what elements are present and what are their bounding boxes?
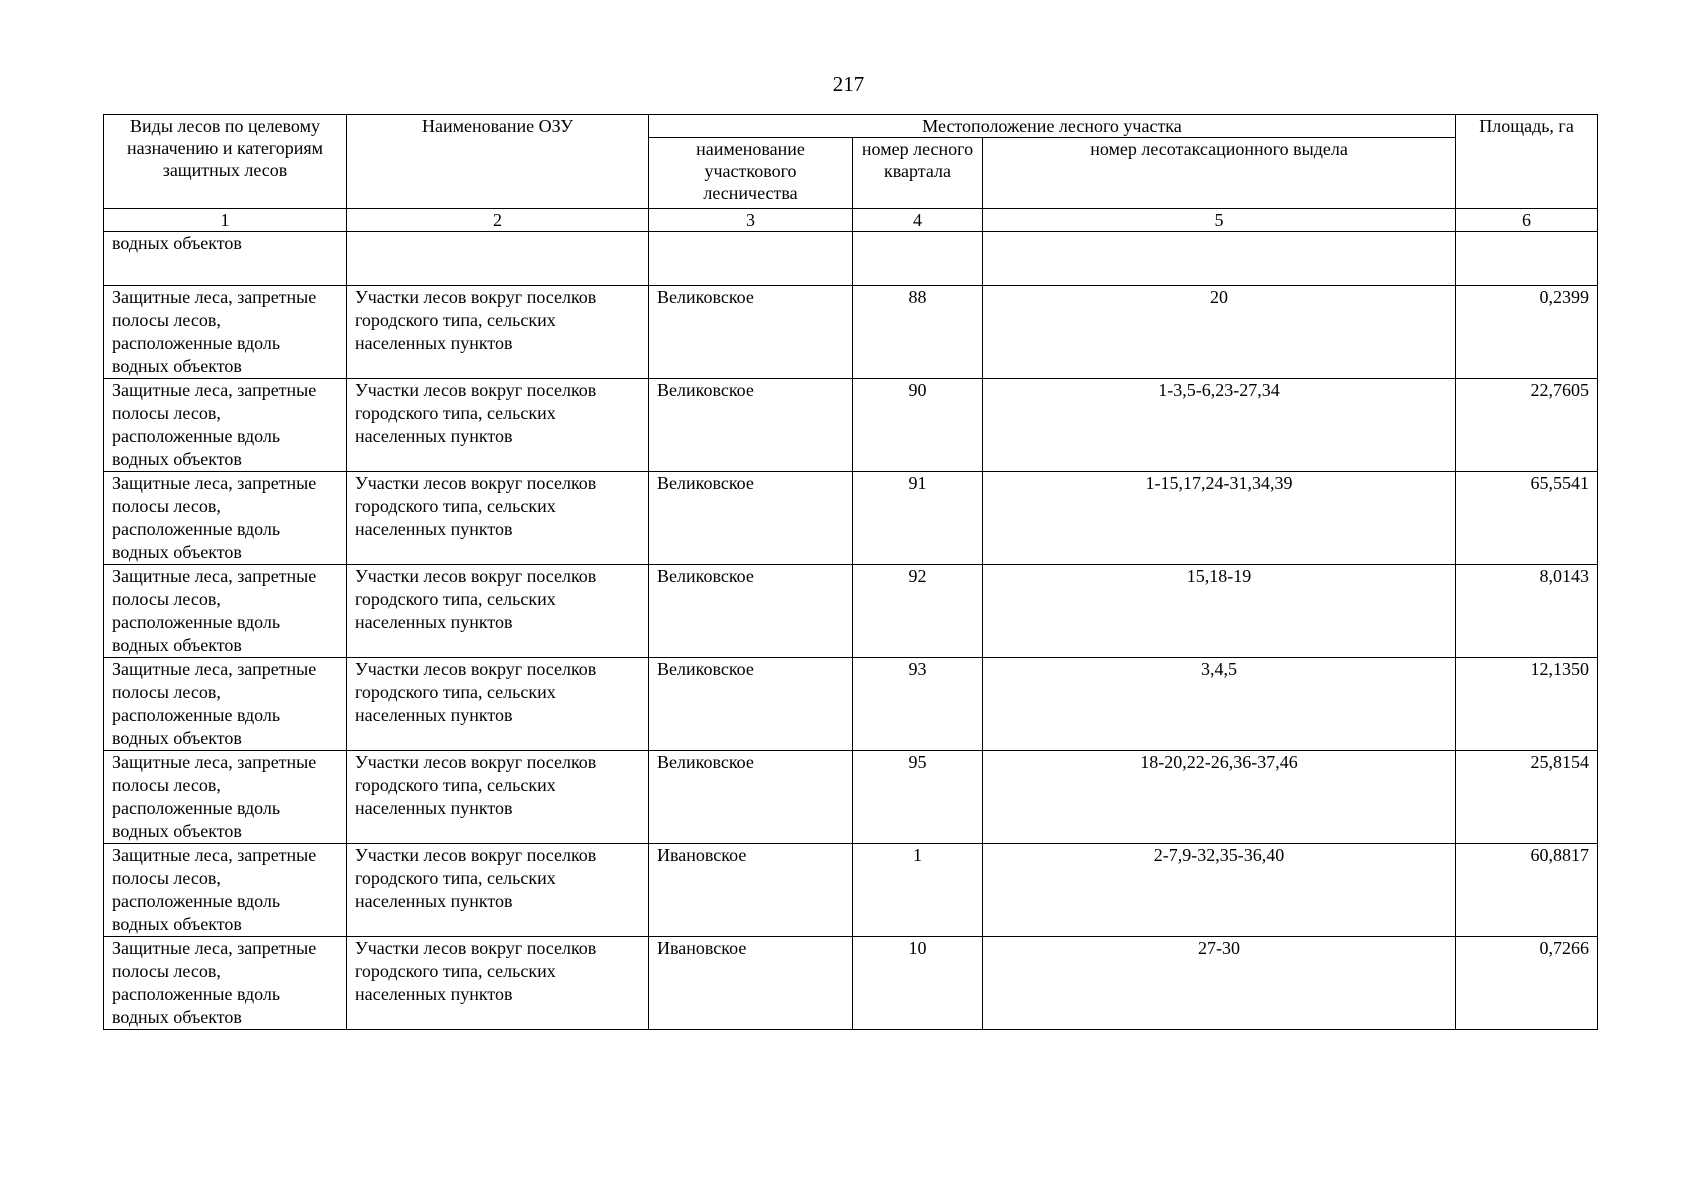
cell-plots: 1-3,5-6,23-27,34 — [983, 379, 1456, 472]
cell-plots: 15,18-19 — [983, 565, 1456, 658]
header-forest-type: Виды лесов по целевому назначению и категориям защитных лесов — [104, 115, 347, 209]
empty-cell — [983, 232, 1456, 286]
cell-forest-type: Защитные леса, запретные полосы лесов, расположенные вдоль водных объектов — [104, 844, 347, 937]
cell-forest-type: Защитные леса, запретные полосы лесов, расположенные вдоль водных объектов — [104, 379, 347, 472]
cell-ozu-name: Участки лесов вокруг поселков городского типа, сельских населенных пунктов — [347, 565, 649, 658]
forest-plots-table — [103, 114, 1598, 1030]
cell-forest-type: Защитные леса, запретные полосы лесов, расположенные вдоль водных объектов — [104, 565, 347, 658]
cell-quarter: 95 — [853, 751, 983, 844]
cell-quarter: 10 — [853, 937, 983, 1030]
cell-area: 12,1350 — [1456, 658, 1598, 751]
cell-ozu-name: Участки лесов вокруг поселков городского типа, сельских населенных пунктов — [347, 472, 649, 565]
table-row — [104, 658, 1598, 751]
cell-area: 25,8154 — [1456, 751, 1598, 844]
header-area: Площадь, га — [1456, 115, 1598, 209]
cell-forest-type: Защитные леса, запретные полосы лесов, расположенные вдоль водных объектов — [104, 937, 347, 1030]
cell-area: 22,7605 — [1456, 379, 1598, 472]
cell-ozu-name: Участки лесов вокруг поселков городского типа, сельских населенных пунктов — [347, 751, 649, 844]
cell-forestry: Ивановское — [649, 937, 853, 1030]
cell-forestry: Великовское — [649, 565, 853, 658]
table-row — [104, 937, 1598, 1030]
cell-area: 60,8817 — [1456, 844, 1598, 937]
cell-quarter: 92 — [853, 565, 983, 658]
table-row — [104, 751, 1598, 844]
cell-forest-type: Защитные леса, запретные полосы лесов, расположенные вдоль водных объектов — [104, 658, 347, 751]
empty-cell — [649, 232, 853, 286]
header-forestry: наименование участкового лесничества — [649, 138, 853, 209]
continuation-forest-type: водных объектов — [104, 232, 347, 286]
page-number: 217 — [832, 72, 865, 96]
cell-quarter: 90 — [853, 379, 983, 472]
cell-plots: 1-15,17,24-31,34,39 — [983, 472, 1456, 565]
cell-area: 0,7266 — [1456, 937, 1598, 1030]
empty-cell — [853, 232, 983, 286]
cell-quarter: 1 — [853, 844, 983, 937]
cell-forestry: Великовское — [649, 472, 853, 565]
cell-ozu-name: Участки лесов вокруг поселков городского типа, сельских населенных пунктов — [347, 658, 649, 751]
table-row — [104, 286, 1598, 379]
column-number-row — [104, 209, 1598, 232]
cell-forest-type: Защитные леса, запретные полосы лесов, расположенные вдоль водных объектов — [104, 286, 347, 379]
header-plots: номер лесотаксационного выдела — [983, 138, 1456, 209]
column-number: 2 — [347, 209, 649, 232]
cell-forest-type: Защитные леса, запретные полосы лесов, расположенные вдоль водных объектов — [104, 472, 347, 565]
cell-ozu-name: Участки лесов вокруг поселков городского типа, сельских населенных пунктов — [347, 844, 649, 937]
cell-plots: 3,4,5 — [983, 658, 1456, 751]
cell-quarter: 88 — [853, 286, 983, 379]
column-number: 5 — [983, 209, 1456, 232]
cell-forestry: Великовское — [649, 658, 853, 751]
empty-cell — [347, 232, 649, 286]
cell-ozu-name: Участки лесов вокруг поселков городского типа, сельских населенных пунктов — [347, 379, 649, 472]
cell-forest-type: Защитные леса, запретные полосы лесов, расположенные вдоль водных объектов — [104, 751, 347, 844]
cell-plots: 27-30 — [983, 937, 1456, 1030]
table-row — [104, 844, 1598, 937]
cell-ozu-name: Участки лесов вокруг поселков городского типа, сельских населенных пунктов — [347, 286, 649, 379]
cell-ozu-name: Участки лесов вокруг поселков городского типа, сельских населенных пунктов — [347, 937, 649, 1030]
cell-plots: 18-20,22-26,36-37,46 — [983, 751, 1456, 844]
column-number: 6 — [1456, 209, 1598, 232]
cell-forestry: Великовское — [649, 379, 853, 472]
cell-plots: 20 — [983, 286, 1456, 379]
table-row — [104, 379, 1598, 472]
header-ozu-name: Наименование ОЗУ — [347, 115, 649, 209]
header-location-group: Местоположение лесного участка — [649, 115, 1456, 138]
continuation-row — [104, 232, 1598, 286]
cell-forestry: Великовское — [649, 751, 853, 844]
table-row — [104, 472, 1598, 565]
cell-forestry: Великовское — [649, 286, 853, 379]
cell-plots: 2-7,9-32,35-36,40 — [983, 844, 1456, 937]
cell-area: 8,0143 — [1456, 565, 1598, 658]
cell-quarter: 91 — [853, 472, 983, 565]
cell-area: 65,5541 — [1456, 472, 1598, 565]
table-row — [104, 565, 1598, 658]
column-number: 4 — [853, 209, 983, 232]
cell-forestry: Ивановское — [649, 844, 853, 937]
empty-cell — [1456, 232, 1598, 286]
cell-quarter: 93 — [853, 658, 983, 751]
column-number: 3 — [649, 209, 853, 232]
header-quarter: номер лесного квартала — [853, 138, 983, 209]
cell-area: 0,2399 — [1456, 286, 1598, 379]
column-number: 1 — [104, 209, 347, 232]
